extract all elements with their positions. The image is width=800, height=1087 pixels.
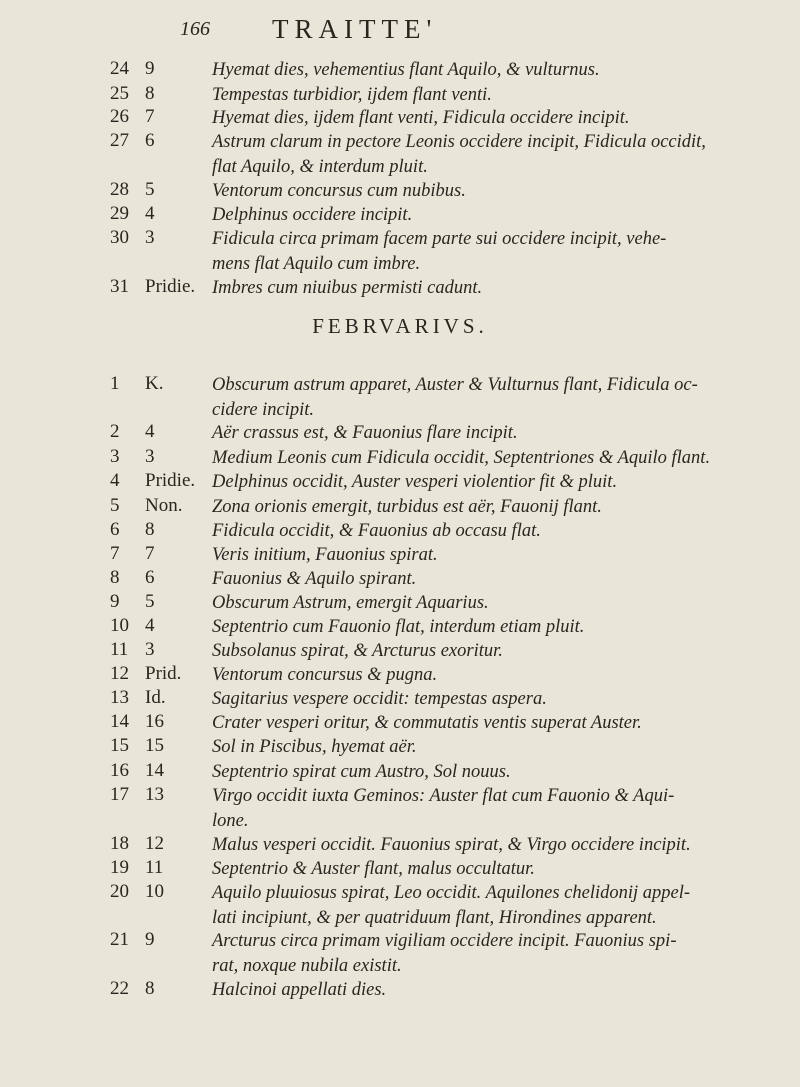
page-header (0, 14, 800, 44)
roman-day: 7 (145, 543, 155, 564)
page-number: 166 (180, 18, 210, 40)
roman-day: 12 (145, 833, 164, 854)
running-head: TRAITTE' (272, 14, 438, 44)
entry-text: Zona orionis emergit, turbidus est aër, Fauonij flant. (212, 497, 602, 517)
day-number: 4 (110, 470, 120, 491)
day-number: 13 (110, 687, 129, 708)
entry-text: Tempestas turbidior, ijdem flant venti. (212, 85, 492, 105)
day-number: 21 (110, 929, 129, 950)
roman-day: 11 (145, 857, 164, 878)
roman-day: 15 (145, 735, 164, 756)
day-number: 8 (110, 567, 120, 588)
roman-day: 3 (145, 639, 155, 660)
entry-text: Sagitarius vespere occidit: tempestas aspera. (212, 689, 547, 709)
day-number: 27 (110, 130, 129, 151)
entry-text: Malus vesperi occidit. Fauonius spirat, & Virgo occidere incipit. (212, 835, 691, 855)
roman-day: Non. (145, 495, 183, 516)
roman-day: 8 (145, 83, 155, 104)
roman-day: 13 (145, 784, 164, 805)
day-number: 6 (110, 519, 120, 540)
entry-text: Virgo occidit iuxta Geminos: Auster flat cum Fauonio & Aqui- lone. (212, 786, 675, 831)
entry-text: Hyemat dies, vehementius flant Aquilo, & vulturnus. (212, 60, 600, 80)
day-number: 30 (110, 227, 129, 248)
entry-text: Aër crassus est, & Fauonius flare incipit. (212, 423, 518, 443)
roman-day: 4 (145, 203, 155, 224)
roman-day: Id. (145, 687, 166, 708)
entry-text: Crater vesperi oritur, & commutatis ventis superat Auster. (212, 713, 642, 733)
day-number: 25 (110, 83, 129, 104)
roman-day: 7 (145, 106, 155, 127)
roman-day: K. (145, 373, 164, 394)
entry-text: Subsolanus spirat, & Arcturus exoritur. (212, 641, 503, 661)
day-number: 18 (110, 833, 129, 854)
day-number: 26 (110, 106, 129, 127)
day-number: 5 (110, 495, 120, 516)
roman-day: 6 (145, 130, 155, 151)
day-number: 11 (110, 639, 129, 660)
roman-day: Prid. (145, 663, 182, 684)
roman-day: 4 (145, 615, 155, 636)
entry-text: Arcturus circa primam vigiliam occidere incipit. Fauonius spi- rat, noxque nubila existit. (212, 931, 677, 976)
entry-text: Medium Leonis cum Fidicula occidit, Septentriones & Aquilo flant. (212, 448, 711, 468)
day-number: 12 (110, 663, 129, 684)
day-number: 14 (110, 711, 129, 732)
roman-day: 9 (145, 58, 155, 79)
entry-text: Aquilo pluuiosus spirat, Leo occidit. Aquilones chelidonij appel- lati incipiunt, & per quatriduum flant, Hirondines apparent. (212, 883, 691, 928)
entry-text: Halcinoi appellati dies. (212, 980, 387, 1000)
day-number: 1 (110, 373, 120, 394)
day-number: 3 (110, 446, 120, 467)
roman-day: 4 (145, 421, 155, 442)
entry-text: Septentrio spirat cum Austro, Sol nouus. (212, 762, 511, 782)
entry-text: Ventorum concursus & pugna. (212, 665, 438, 685)
roman-day: 14 (145, 760, 164, 781)
day-number: 20 (110, 881, 129, 902)
day-number: 10 (110, 615, 129, 636)
roman-day: 16 (145, 711, 164, 732)
entry-text: Imbres cum niuibus permisti cadunt. (212, 278, 483, 298)
day-number: 31 (110, 276, 129, 297)
roman-day: Pridie. (145, 276, 196, 297)
entry-text: Obscurum Astrum, emergit Aquarius. (212, 593, 489, 613)
entry-text: Delphinus occidit, Auster vesperi violentior fit & pluit. (212, 472, 618, 492)
day-number: 15 (110, 735, 129, 756)
day-number: 9 (110, 591, 120, 612)
roman-day: 9 (145, 929, 155, 950)
roman-day: 5 (145, 591, 155, 612)
month-heading: FEBRVARIVS. (312, 314, 488, 338)
day-number: 29 (110, 203, 129, 224)
roman-day: Pridie. (145, 470, 196, 491)
entry-text: Fidicula circa primam facem parte sui occidere incipit, vehe- mens flat Aquilo cum imbre. (212, 229, 667, 274)
roman-day: 3 (145, 446, 155, 467)
day-number: 7 (110, 543, 120, 564)
roman-day: 6 (145, 567, 155, 588)
roman-day: 10 (145, 881, 164, 902)
entry-text: Veris initium, Fauonius spirat. (212, 545, 438, 565)
entry-text: Fauonius & Aquilo spirant. (212, 569, 417, 589)
entry-text: Fidicula occidit, & Fauonius ab occasu flat. (212, 521, 541, 541)
day-number: 16 (110, 760, 129, 781)
day-number: 19 (110, 857, 129, 878)
entry-text: Septentrio cum Fauonio flat, interdum etiam pluit. (212, 617, 585, 637)
day-number: 2 (110, 421, 120, 442)
day-number: 24 (110, 58, 129, 79)
day-number: 17 (110, 784, 129, 805)
entry-text: Astrum clarum in pectore Leonis occidere incipit, Fidicula occidit, flat Aquilo, & interdum pluit. (212, 132, 706, 177)
day-number: 22 (110, 978, 129, 999)
day-number: 28 (110, 179, 129, 200)
entry-text: Obscurum astrum apparet, Auster & Vulturnus flant, Fidicula oc- cidere incipit. (212, 375, 698, 420)
entry-text: Septentrio & Auster flant, malus occultatur. (212, 859, 535, 879)
entry-text: Sol in Piscibus, hyemat aër. (212, 737, 417, 757)
roman-day: 8 (145, 519, 155, 540)
entry-text: Hyemat dies, ijdem flant venti, Fidicula occidere incipit. (212, 108, 630, 128)
roman-day: 8 (145, 978, 155, 999)
entry-text: Delphinus occidere incipit. (212, 205, 413, 225)
roman-day: 5 (145, 179, 155, 200)
roman-day: 3 (145, 227, 155, 248)
entry-text: Ventorum concursus cum nubibus. (212, 181, 466, 201)
